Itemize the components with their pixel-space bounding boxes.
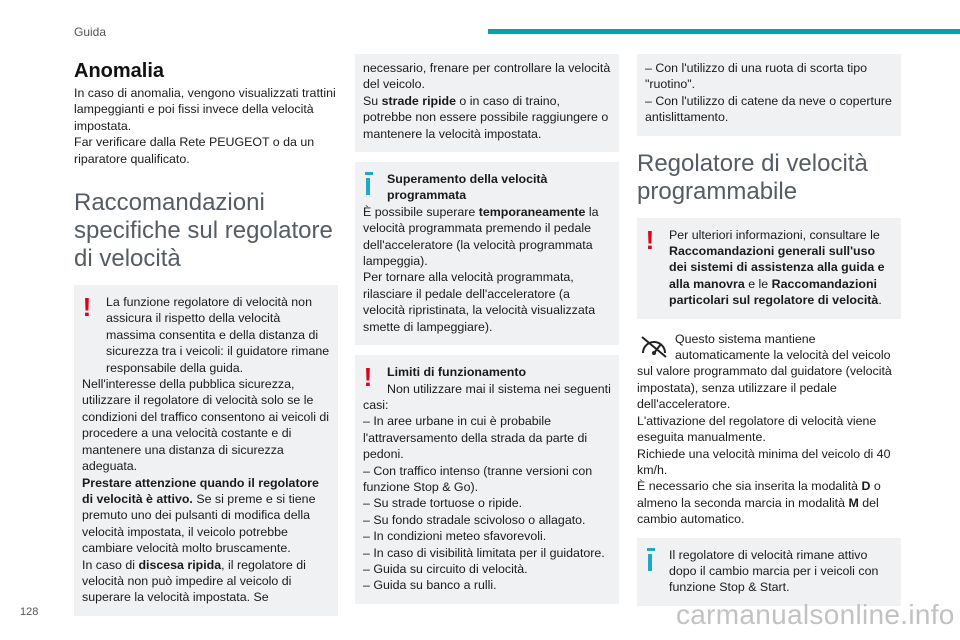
limits-title: Limiti di funzionamento bbox=[387, 365, 527, 380]
limits-intro-rest: casi: bbox=[363, 397, 389, 412]
warning-text-4b: , il regolatore di velocità non può impedire al veicolo di superare la velocità impostata. Se bbox=[82, 557, 306, 605]
warning-paragraph-2: Nell'interesse della pubblica sicurezza, utilizzare il regolatore di velocità solo se le condizioni del traffico consentono ai veicoli di procedere a una velocità costante e di mantenere una distanza di sicurezza adeguata. bbox=[82, 377, 330, 474]
warning-bold-4: discesa ripida bbox=[138, 557, 222, 572]
info-paragraph-1 bbox=[363, 204, 611, 270]
warning-box-limiti bbox=[355, 355, 619, 604]
system-paragraph-3: Richiede una velocità minima del veicolo di 40 km/h. bbox=[637, 446, 891, 477]
system-description bbox=[637, 329, 901, 528]
continued-limits-box bbox=[637, 54, 901, 136]
warning-icon: ! bbox=[363, 362, 373, 393]
limits-item: – In aree urbane in cui è probabile l'attraversamento della strada da parte di pedoni. bbox=[363, 414, 588, 462]
column-3 bbox=[637, 54, 901, 616]
limits-item: – In caso di visibilità limitata per il guidatore. bbox=[363, 545, 605, 560]
limits-item: – In condizioni meteo sfavorevoli. bbox=[363, 529, 547, 544]
system-paragraph-2: L'attivazione del regolatore di velocità viene eseguita manualmente. bbox=[637, 413, 877, 445]
system-paragraph-4 bbox=[637, 478, 901, 527]
raccomandazioni-heading: Raccomandazioni specifiche sul regolatore di velocità bbox=[74, 189, 333, 273]
sys-text-4c: del cambio automatico. bbox=[637, 495, 879, 527]
continued-paragraph-1: necessario, frenare per controllare la velocità del veicolo. bbox=[363, 61, 611, 92]
warn-text-a: Per ulteriori informazioni, consultare le bbox=[669, 227, 880, 242]
info-paragraph-2: Per tornare alla velocità programmata, rilasciare il pedale dell'acceleratore (a velocità ripristinata, la velocità visualizzata smette di lampeggiare). bbox=[363, 270, 596, 334]
warning-text-3: Se si preme e si tiene premuto uno dei pulsanti di modifica della velocità impostata, il veicolo potrebbe cambiare velocità molto bruscamente. bbox=[82, 491, 316, 556]
limits-item: – Con traffico intenso (tranne versioni con funzione Stop & Go). bbox=[363, 463, 593, 494]
warning-paragraph-1: La funzione regolatore di velocità non assicura il rispetto della velocità massima consentita e della distanza di sicurezza tra i veicoli: il guidatore rimane responsabile della guida. bbox=[106, 295, 330, 375]
warning-text-4a: In caso di bbox=[82, 557, 139, 572]
page-number: 128 bbox=[20, 606, 39, 618]
warn-text-d: . bbox=[878, 293, 882, 308]
continued-text-2a: Su bbox=[363, 93, 382, 108]
info-text-1a: È possibile superare bbox=[363, 204, 479, 219]
limits-list bbox=[363, 413, 611, 593]
limits-item: – Con l'utilizzo di una ruota di scorta tipo "ruotino". bbox=[645, 61, 868, 92]
anomalia-text-2: Far verificare dalla Rete PEUGEOT o da un riparatore qualificato. bbox=[74, 135, 315, 166]
sys-text-4b: o almeno la seconda marcia in modalità bbox=[637, 479, 881, 510]
column-2 bbox=[355, 54, 619, 614]
continued-bold-2: strade ripide bbox=[381, 93, 456, 108]
sys-bold-M: M bbox=[848, 495, 859, 510]
info-stop-start-text: Il regolatore di velocità rimane attivo dopo il cambio marcia per i veicoli con funzione Stop & Start. bbox=[669, 547, 879, 595]
regolatore-heading: Regolatore di velocità programmabile bbox=[637, 149, 868, 205]
anomalia-heading: Anomalia bbox=[74, 60, 165, 82]
limits-item: – Su strade tortuose o ripide. bbox=[363, 496, 523, 511]
column-1 bbox=[74, 54, 338, 626]
limits-item: – Guida su circuito di velocità. bbox=[363, 561, 528, 576]
warning-bold-3: Prestare attenzione quando il regolatore di velocità è attivo. bbox=[82, 475, 319, 506]
warning-box-info bbox=[637, 218, 901, 319]
info-text-1b: la velocità programmata premendo il pedale dell'acceleratore (la velocità programmata lampeggia). bbox=[363, 204, 599, 269]
system-paragraph-1-rest: sul valore programmato dal guidatore (velocità impostata), senza utilizzare il pedale dell'acceleratore. bbox=[637, 364, 892, 412]
warning-box-regolatore bbox=[74, 285, 338, 616]
warning-icon: ! bbox=[82, 292, 92, 323]
header-accent-bar bbox=[488, 29, 960, 34]
limits-intro-first: Non utilizzare mai il sistema nei seguenti bbox=[387, 381, 611, 396]
continued-limits-list bbox=[645, 60, 893, 126]
warn-bold-2: Raccomandazioni particolari sul regolatore di velocità bbox=[669, 276, 879, 308]
warn-bold-1: Raccomandazioni generali sull'uso dei sistemi di assistenza alla guida e alla manovra bbox=[669, 244, 885, 291]
continued-text-2b: o in caso di traino, potrebbe non essere possibile raggiungere o mantenere la velocità impostata. bbox=[363, 93, 609, 141]
speedometer-icon bbox=[639, 333, 669, 359]
warning-reference bbox=[645, 224, 893, 309]
info-title: Superamento della velocità programmata bbox=[387, 172, 548, 203]
info-icon bbox=[643, 548, 657, 570]
limits-item: – Guida su banco a rulli. bbox=[363, 578, 497, 593]
warn-text-c: e le bbox=[744, 276, 772, 291]
warning-paragraph-4 bbox=[82, 557, 330, 606]
info-bold-1: temporaneamente bbox=[478, 204, 586, 219]
warning-icon: ! bbox=[645, 224, 655, 255]
sys-bold-D: D bbox=[861, 479, 871, 494]
anomalia-text: In caso di anomalia, vengono visualizzati trattini lampeggianti e poi fissi invece della velocità impostata. bbox=[74, 86, 336, 133]
limits-item: – Con l'utilizzo di catene da neve o coperture antislittamento. bbox=[645, 93, 892, 125]
watermark: carmanualsonline.info bbox=[676, 599, 955, 630]
info-box-superamento bbox=[355, 162, 619, 345]
system-paragraph-1-first: Questo sistema mantiene automaticamente la velocità del veicolo bbox=[675, 331, 891, 363]
info-icon bbox=[361, 172, 375, 194]
limits-item: – Su fondo stradale scivoloso o allagato. bbox=[363, 512, 586, 527]
continued-paragraph-2 bbox=[363, 93, 611, 142]
sys-text-4a: È necessario che sia inserita la modalità bbox=[637, 479, 862, 494]
section-label: Guida bbox=[74, 25, 107, 39]
continued-box bbox=[355, 54, 619, 152]
info-box-stop-start bbox=[637, 538, 901, 606]
warning-paragraph-3 bbox=[82, 475, 330, 557]
